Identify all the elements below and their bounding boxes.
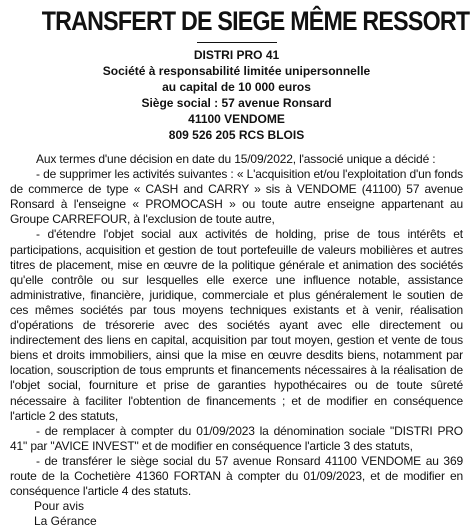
- company-city: 41100 VENDOME: [188, 112, 285, 126]
- company-capital: au capital de 10 000 euros: [162, 80, 311, 94]
- closing-signatory: La Gérance: [34, 514, 97, 529]
- decision-transfer-office: - de transférer le siège social du 57 avenue Ronsard 41100 VENDOME au 369 route de la Cochetière 41360 FORTAN à compter du 01/09/2023, et de modifier en conséquence l'article 4 des statuts.: [10, 453, 463, 499]
- closing-pour-avis: Pour avis: [34, 499, 85, 514]
- company-registration: 809 526 205 RCS BLOIS: [168, 128, 305, 142]
- company-head-office: Siège social : 57 avenue Ronsard: [141, 96, 332, 110]
- notice-body: [10, 152, 463, 499]
- closing-block: [34, 499, 463, 529]
- notice-title: TRANSFERT DE SIEGE MÊME RESSORT: [41, 6, 470, 36]
- decision-intro: Aux termes d'une décision en date du 15/09/2022, l'associé unique a décidé :: [36, 152, 436, 166]
- company-legal-form: Société à responsabilité limitée unipersonnelle: [102, 64, 371, 78]
- decision-remove-activities: - de supprimer les activités suivantes : « L'acquisition et/ou l'exploitation d'un fonds de commerce de type « CASH and CARRY » sis à VENDOME (41100) 57 avenue Ronsard à l'enseigne « PROMOCASH » ou toute autre enseigne appartenant au Groupe CARREFOUR, à l'exclusion de toute autre,: [10, 167, 463, 227]
- company-name: DISTRI PRO 41: [193, 48, 280, 62]
- title-divider: [197, 42, 277, 43]
- decision-rename: - de remplacer à compter du 01/09/2023 la dénomination sociale "DISTRI PRO 41" par "AVICE INVEST" et de modifier en conséquence l'article 3 des statuts,: [10, 423, 463, 453]
- decision-extend-purpose: - d'étendre l'objet social aux activités de holding, prise de tous intérêts et participations, acquisition et gestion de tout portefeuille de valeurs mobilières et autres titres de placement, mise en œuvre de la politique générale et animation des sociétés qu'elle contrôle ou sur lesquelles elle exerce une influence notable, assistance administrative, financière, juridique, commerciale et plus généralement le soutien de ces mêmes sociétés par tous moyens techniques existants et à venir, réalisation d'opérations de trésorerie avec des sociétés ayant avec elle directement ou indirectement des liens en capital, acquisition par tout moyen, gestion et vente de tous biens et droits immobiliers, ainsi que la mise en œuvre desdits biens, notamment par location, souscription de tous emprunts et financements nécessaires à la réalisation de l'objet social, fourniture et prise de garanties hypothécaires ou de toute sûreté nécessaire à faciliter l'obtention de financements ; et de modifier en conséquence l'article 2 des statuts,: [10, 227, 463, 423]
- company-block: [10, 47, 463, 143]
